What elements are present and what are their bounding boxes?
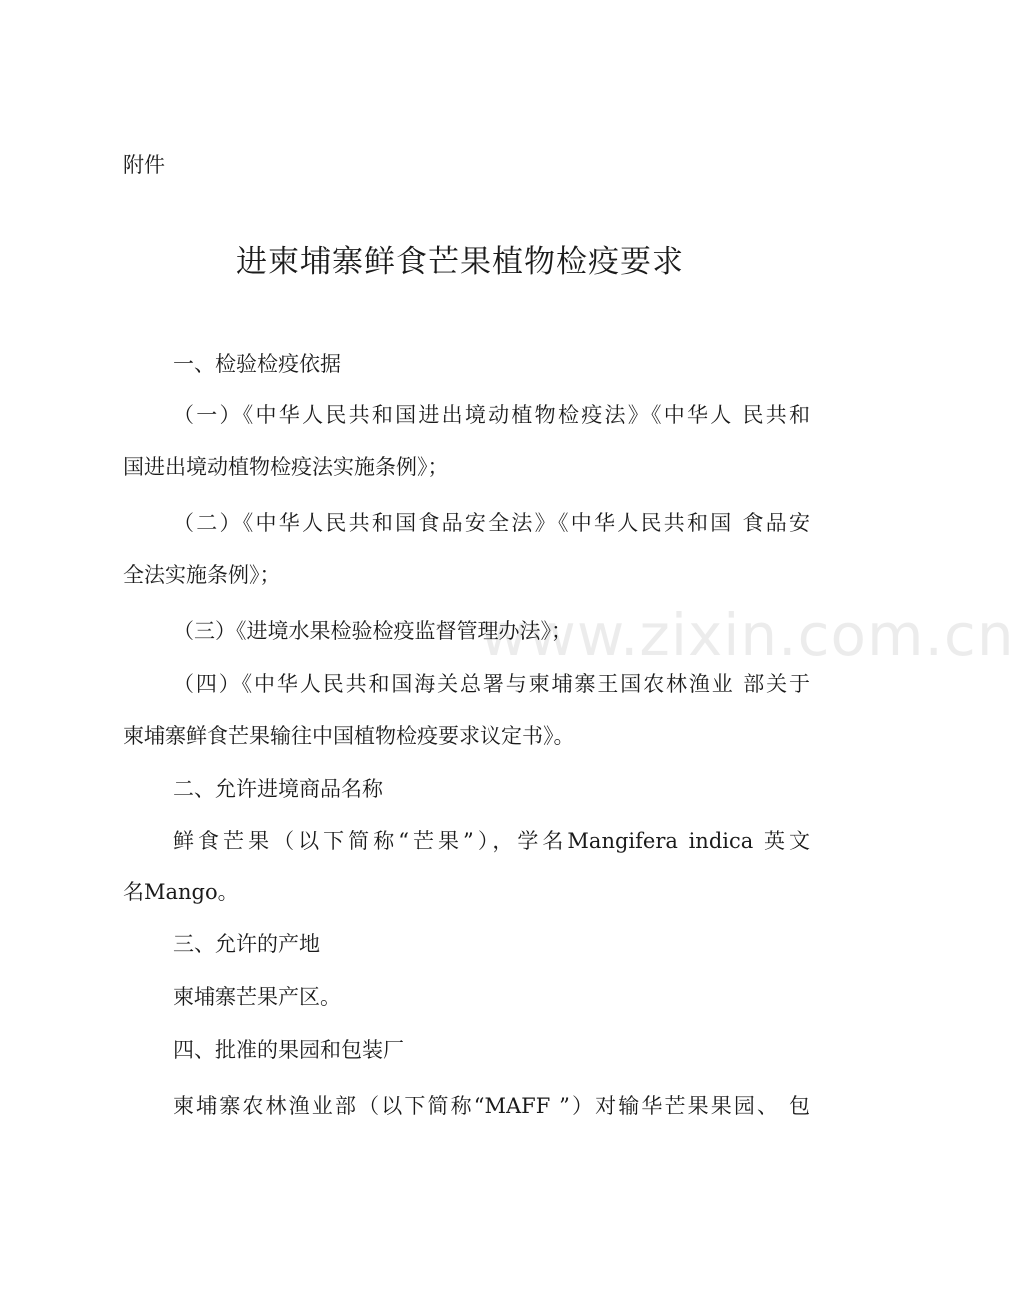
paragraph-line: （二）《中华人民共和国食品安全法》《中华人民共和国 食品安 — [173, 511, 810, 535]
section-heading-4: 四、批准的果园和包装厂 — [173, 1038, 404, 1062]
paragraph-line: 全法实施条例》； — [123, 563, 281, 587]
watermark: www.zixin.com.cn — [480, 601, 1015, 669]
paragraph-line: 柬埔寨农林渔业部（以下简称“MAFF ”）对输华芒果果园、 包 — [173, 1094, 810, 1118]
paragraph-line: 鲜食芒果（以下简称“芒果”），学名Mangifera indica 英文 — [173, 829, 810, 853]
paragraph-line: （三）《进境水果检验检疫监督管理办法》； — [173, 619, 572, 643]
section-heading-1: 一、检验检疫依据 — [173, 352, 341, 376]
paragraph-line: 柬埔寨芒果产区。 — [173, 985, 341, 1009]
paragraph-line: 柬埔寨鲜食芒果输往中国植物检疫要求议定书》。 — [123, 724, 575, 748]
attachment-label: 附件 — [123, 153, 165, 177]
paragraph-line: 国进出境动植物检疫法实施条例》； — [123, 455, 449, 479]
document-title: 进柬埔寨鲜食芒果植物检疫要求 — [236, 244, 684, 280]
section-heading-2: 二、允许进境商品名称 — [173, 777, 383, 801]
paragraph-line: 名Mango。 — [123, 880, 239, 904]
paragraph-line: （一）《中华人民共和国进出境动植物检疫法》《中华人 民共和 — [173, 403, 810, 427]
section-heading-3: 三、允许的产地 — [173, 932, 320, 956]
paragraph-line: （四）《中华人民共和国海关总署与柬埔寨王国农林渔业 部关于 — [173, 672, 810, 696]
